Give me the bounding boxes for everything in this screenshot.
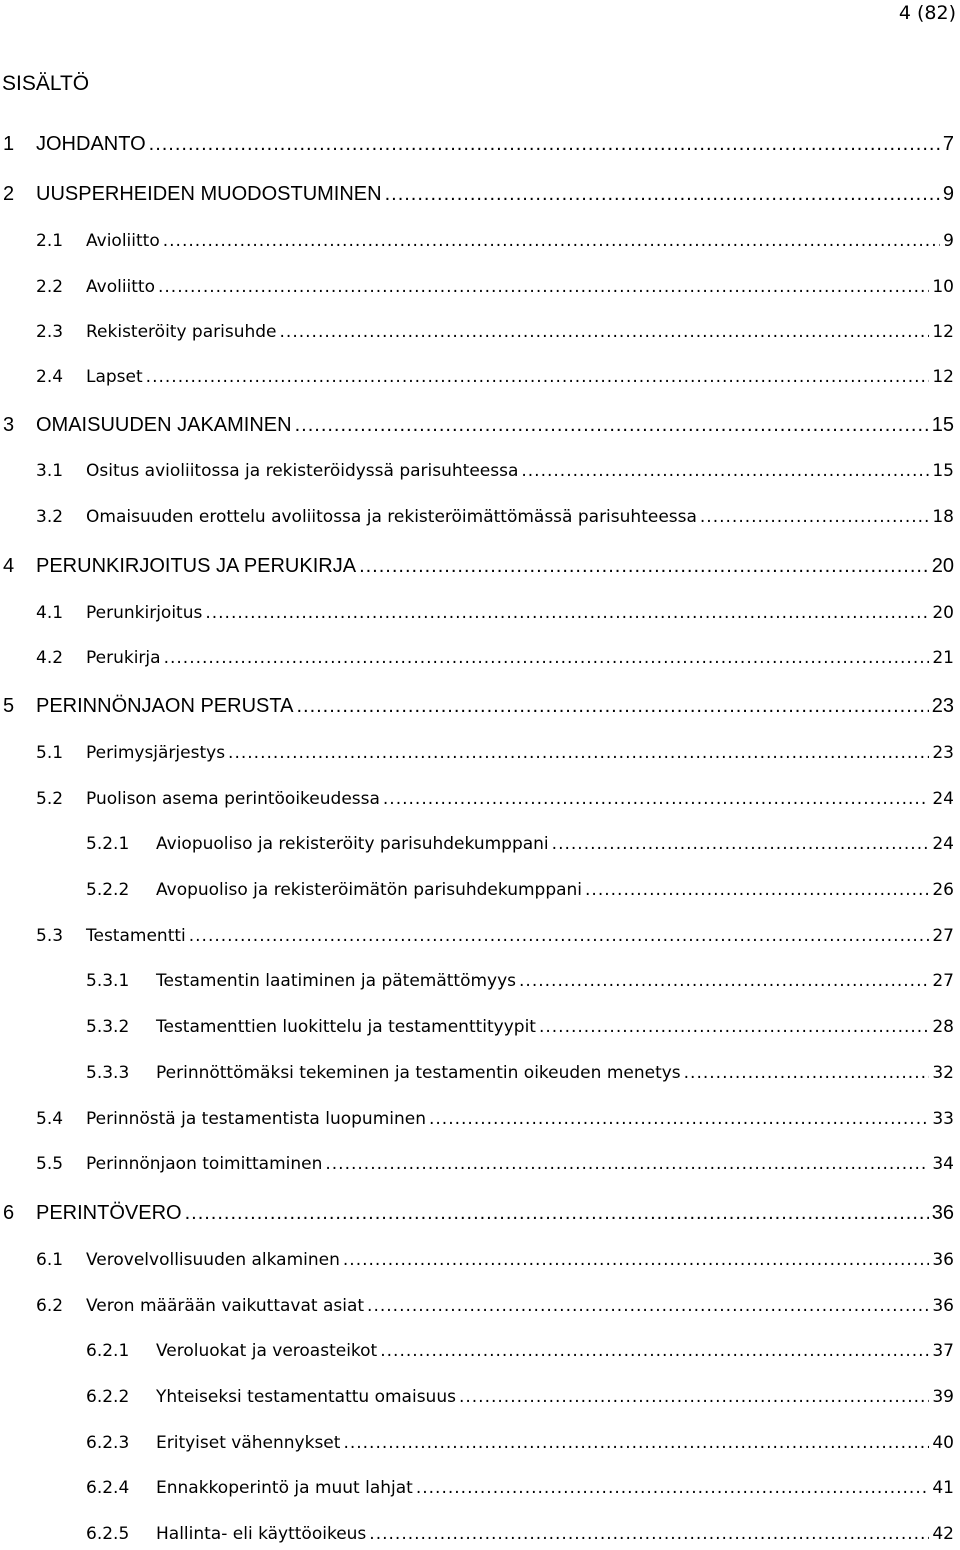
toc-entry-page: 28	[932, 1017, 954, 1037]
toc-entry-number: 1	[3, 133, 15, 155]
toc-entry-title: Puolison asema perintöoikeudessa	[86, 789, 380, 809]
toc-entry-title: Rekisteröity parisuhde	[86, 322, 277, 342]
toc-entry-number: 6	[3, 1202, 15, 1224]
toc-dot-leader	[146, 367, 930, 387]
toc-entry-page: 26	[932, 880, 954, 900]
toc-entry-number: 2.1	[36, 231, 64, 251]
toc-dot-leader	[519, 971, 929, 991]
toc-entry-page: 18	[932, 507, 954, 527]
toc-entry[interactable]	[0, 926, 954, 952]
toc-entry[interactable]	[0, 834, 954, 860]
toc-entry-title: Veroluokat ja veroasteikot	[156, 1341, 378, 1361]
toc-entry-number: 5.4	[36, 1109, 64, 1129]
toc-dot-leader	[385, 183, 940, 206]
toc-entry-number: 6.2.5	[86, 1524, 130, 1544]
toc-dot-leader	[205, 603, 929, 623]
toc-entry-title: Avioliitto	[86, 231, 160, 251]
toc-entry-page: 32	[932, 1063, 954, 1083]
toc-dot-leader	[539, 1017, 929, 1037]
toc-entry[interactable]	[0, 183, 954, 209]
page-number: 4 (82)	[898, 2, 956, 24]
toc-entry-number: 6.2.3	[86, 1433, 130, 1453]
toc-entry[interactable]	[0, 648, 954, 674]
toc-entry-title: Hallinta- eli käyttöoikeus	[156, 1524, 367, 1544]
toc-entry-page: 37	[932, 1341, 954, 1361]
toc-entry-title: Veron määrään vaikuttavat asiat	[86, 1296, 365, 1316]
toc-dot-leader	[325, 1154, 929, 1174]
toc-dot-leader	[459, 1387, 929, 1407]
toc-entry[interactable]	[0, 1524, 954, 1550]
toc-entry-page: 23	[932, 743, 954, 763]
toc-entry[interactable]	[0, 880, 954, 906]
toc-entry[interactable]	[0, 1250, 954, 1276]
toc-dot-leader	[700, 507, 929, 527]
toc-dot-leader	[521, 461, 929, 481]
toc-entry-number: 3.2	[36, 507, 64, 527]
toc-entry-number: 5.3.2	[86, 1017, 130, 1037]
toc-entry-number: 6.1	[36, 1250, 64, 1270]
toc-entry-page: 36	[932, 1296, 954, 1316]
toc-entry-number: 2.2	[36, 277, 64, 297]
toc-dot-leader	[149, 133, 940, 156]
toc-entry[interactable]	[0, 461, 954, 487]
toc-entry-title: Perinnöttömäksi tekeminen ja testamentin oikeuden menetys	[156, 1063, 681, 1083]
toc-dot-leader	[369, 1524, 929, 1544]
toc-entry-page: 42	[932, 1524, 954, 1544]
toc-entry-title: JOHDANTO	[36, 133, 146, 155]
toc-dot-leader	[552, 834, 930, 854]
toc-dot-leader	[367, 1296, 929, 1316]
toc-entry-number: 2.3	[36, 322, 64, 342]
toc-entry[interactable]	[0, 507, 954, 533]
toc-entry[interactable]	[0, 1387, 954, 1413]
toc-entry-page: 39	[932, 1387, 954, 1407]
toc-entry-number: 5.2	[36, 789, 64, 809]
toc-entry[interactable]	[0, 367, 954, 393]
toc-dot-leader	[280, 322, 930, 342]
toc-entry-number: 5	[3, 695, 15, 717]
toc-entry-page: 10	[932, 277, 954, 297]
toc-entry-number: 6.2.1	[86, 1341, 130, 1361]
toc-entry-page: 27	[932, 926, 954, 946]
toc-entry[interactable]	[0, 1478, 954, 1504]
toc-entry-title: Omaisuuden erottelu avoliitossa ja rekisteröimättömässä parisuhteessa	[86, 507, 697, 527]
toc-entry-number: 4.1	[36, 603, 64, 623]
toc-entry-title: Perukirja	[86, 648, 161, 668]
toc-dot-leader	[416, 1478, 930, 1498]
toc-entry-title: Ennakkoperintö ja muut lahjat	[156, 1478, 413, 1498]
toc-dot-leader	[383, 789, 929, 809]
toc-entry-number: 4	[3, 555, 15, 577]
toc-entry-page: 34	[932, 1154, 954, 1174]
toc-entry-number: 6.2.2	[86, 1387, 130, 1407]
toc-entry[interactable]	[0, 743, 954, 769]
toc-entry-title: Perinnönjaon toimittaminen	[86, 1154, 323, 1174]
toc-dot-leader	[343, 1250, 929, 1270]
toc-entry-title: Perinnöstä ja testamentista luopuminen	[86, 1109, 426, 1129]
toc-entry-page: 15	[931, 414, 954, 436]
toc-entry-number: 3	[3, 414, 15, 436]
toc-entry-title: UUSPERHEIDEN MUODOSTUMINEN	[36, 183, 382, 205]
toc-entry-page: 24	[932, 834, 954, 854]
toc-entry-number: 3.1	[36, 461, 64, 481]
toc-entry[interactable]	[0, 231, 954, 257]
toc-entry-number: 5.3.1	[86, 971, 130, 991]
toc-entry[interactable]	[0, 1202, 954, 1228]
toc-entry-page: 12	[932, 322, 954, 342]
toc-entry-title: Perunkirjoitus	[86, 603, 203, 623]
toc-entry-title: OMAISUUDEN JAKAMINEN	[36, 414, 292, 436]
toc-entry-title: Yhteiseksi testamentattu omaisuus	[156, 1387, 456, 1407]
toc-entry-number: 2.4	[36, 367, 64, 387]
toc-entry[interactable]	[0, 555, 954, 581]
toc-entry-number: 4.2	[36, 648, 64, 668]
toc-entry[interactable]	[0, 133, 954, 159]
toc-entry-page: 24	[932, 789, 954, 809]
toc-entry-title: Aviopuoliso ja rekisteröity parisuhdekumppani	[156, 834, 549, 854]
toc-entry-title: Testamentin laatiminen ja pätemättömyys	[156, 971, 517, 991]
toc-entry-page: 21	[932, 648, 954, 668]
toc-entry-title: PERINTÖVERO	[36, 1202, 182, 1224]
toc-entry-number: 5.1	[36, 743, 64, 763]
toc-entry-title: PERINNÖNJAON PERUSTA	[36, 695, 294, 717]
toc-entry-page: 23	[931, 695, 954, 717]
toc-entry-title: Avoliitto	[86, 277, 155, 297]
toc-entry-title: Lapset	[86, 367, 143, 387]
toc-entry-number: 5.3	[36, 926, 64, 946]
toc-dot-leader	[343, 1433, 929, 1453]
toc-entry-page: 20	[931, 555, 954, 577]
toc-dot-leader	[228, 743, 929, 763]
toc-entry[interactable]	[0, 1154, 954, 1180]
toc-entry-title: Testamenttien luokittelu ja testamenttityypit	[156, 1017, 536, 1037]
toc-entry[interactable]	[0, 1296, 954, 1322]
toc-dot-leader	[296, 695, 928, 718]
toc-entry[interactable]	[0, 603, 954, 629]
toc-entry-page: 33	[932, 1109, 954, 1129]
toc-entry-title: Erityiset vähennykset	[156, 1433, 341, 1453]
toc-entry-page: 15	[932, 461, 954, 481]
toc-entry[interactable]	[0, 789, 954, 815]
toc-entry-title: Ositus avioliitossa ja rekisteröidyssä parisuhteessa	[86, 461, 519, 481]
toc-dot-leader	[295, 414, 929, 437]
toc-entry-number: 5.2.2	[86, 880, 130, 900]
toc-entry-page: 12	[932, 367, 954, 387]
toc-entry[interactable]	[0, 322, 954, 348]
toc-entry[interactable]	[0, 971, 954, 997]
toc-entry[interactable]	[0, 695, 954, 721]
toc-entry-number: 5.2.1	[86, 834, 130, 854]
toc-entry[interactable]	[0, 1341, 954, 1367]
toc-heading: SISÄLTÖ	[2, 72, 90, 95]
toc-dot-leader	[429, 1109, 929, 1129]
toc-entry-title: Verovelvollisuuden alkaminen	[86, 1250, 340, 1270]
toc-entry-page: 36	[931, 1202, 954, 1224]
toc-dot-leader	[158, 277, 929, 297]
toc-dot-leader	[189, 926, 930, 946]
toc-entry-number: 5.3.3	[86, 1063, 130, 1083]
toc-entry-number: 2	[3, 183, 15, 205]
toc-dot-leader	[684, 1063, 930, 1083]
toc-entry-page: 9	[943, 231, 954, 251]
toc-dot-leader	[163, 231, 940, 251]
toc-entry[interactable]	[0, 1017, 954, 1043]
toc-dot-leader	[185, 1202, 929, 1225]
toc-entry[interactable]	[0, 1109, 954, 1135]
toc-entry[interactable]	[0, 1063, 954, 1089]
toc-entry-page: 40	[932, 1433, 954, 1453]
toc-dot-leader	[359, 555, 929, 578]
toc-entry-title: PERUNKIRJOITUS JA PERUKIRJA	[36, 555, 357, 577]
toc-entry-number: 6.2	[36, 1296, 64, 1316]
toc-entry-title: Perimysjärjestys	[86, 743, 226, 763]
toc-entry-page: 9	[942, 183, 954, 205]
toc-entry-title: Testamentti	[86, 926, 186, 946]
toc-dot-leader	[380, 1341, 929, 1361]
toc-entry-page: 7	[942, 133, 954, 155]
toc-entry-page: 27	[932, 971, 954, 991]
toc-entry-page: 36	[932, 1250, 954, 1270]
toc-entry[interactable]	[0, 414, 954, 440]
toc-dot-leader	[585, 880, 929, 900]
toc-entry-page: 41	[932, 1478, 954, 1498]
toc-entry[interactable]	[0, 277, 954, 303]
toc-entry-title: Avopuoliso ja rekisteröimätön parisuhdekumppani	[156, 880, 583, 900]
toc-entry-number: 6.2.4	[86, 1478, 130, 1498]
toc-entry-number: 5.5	[36, 1154, 64, 1174]
toc-entry-page: 20	[932, 603, 954, 623]
toc-entry[interactable]	[0, 1433, 954, 1459]
toc-dot-leader	[164, 648, 930, 668]
